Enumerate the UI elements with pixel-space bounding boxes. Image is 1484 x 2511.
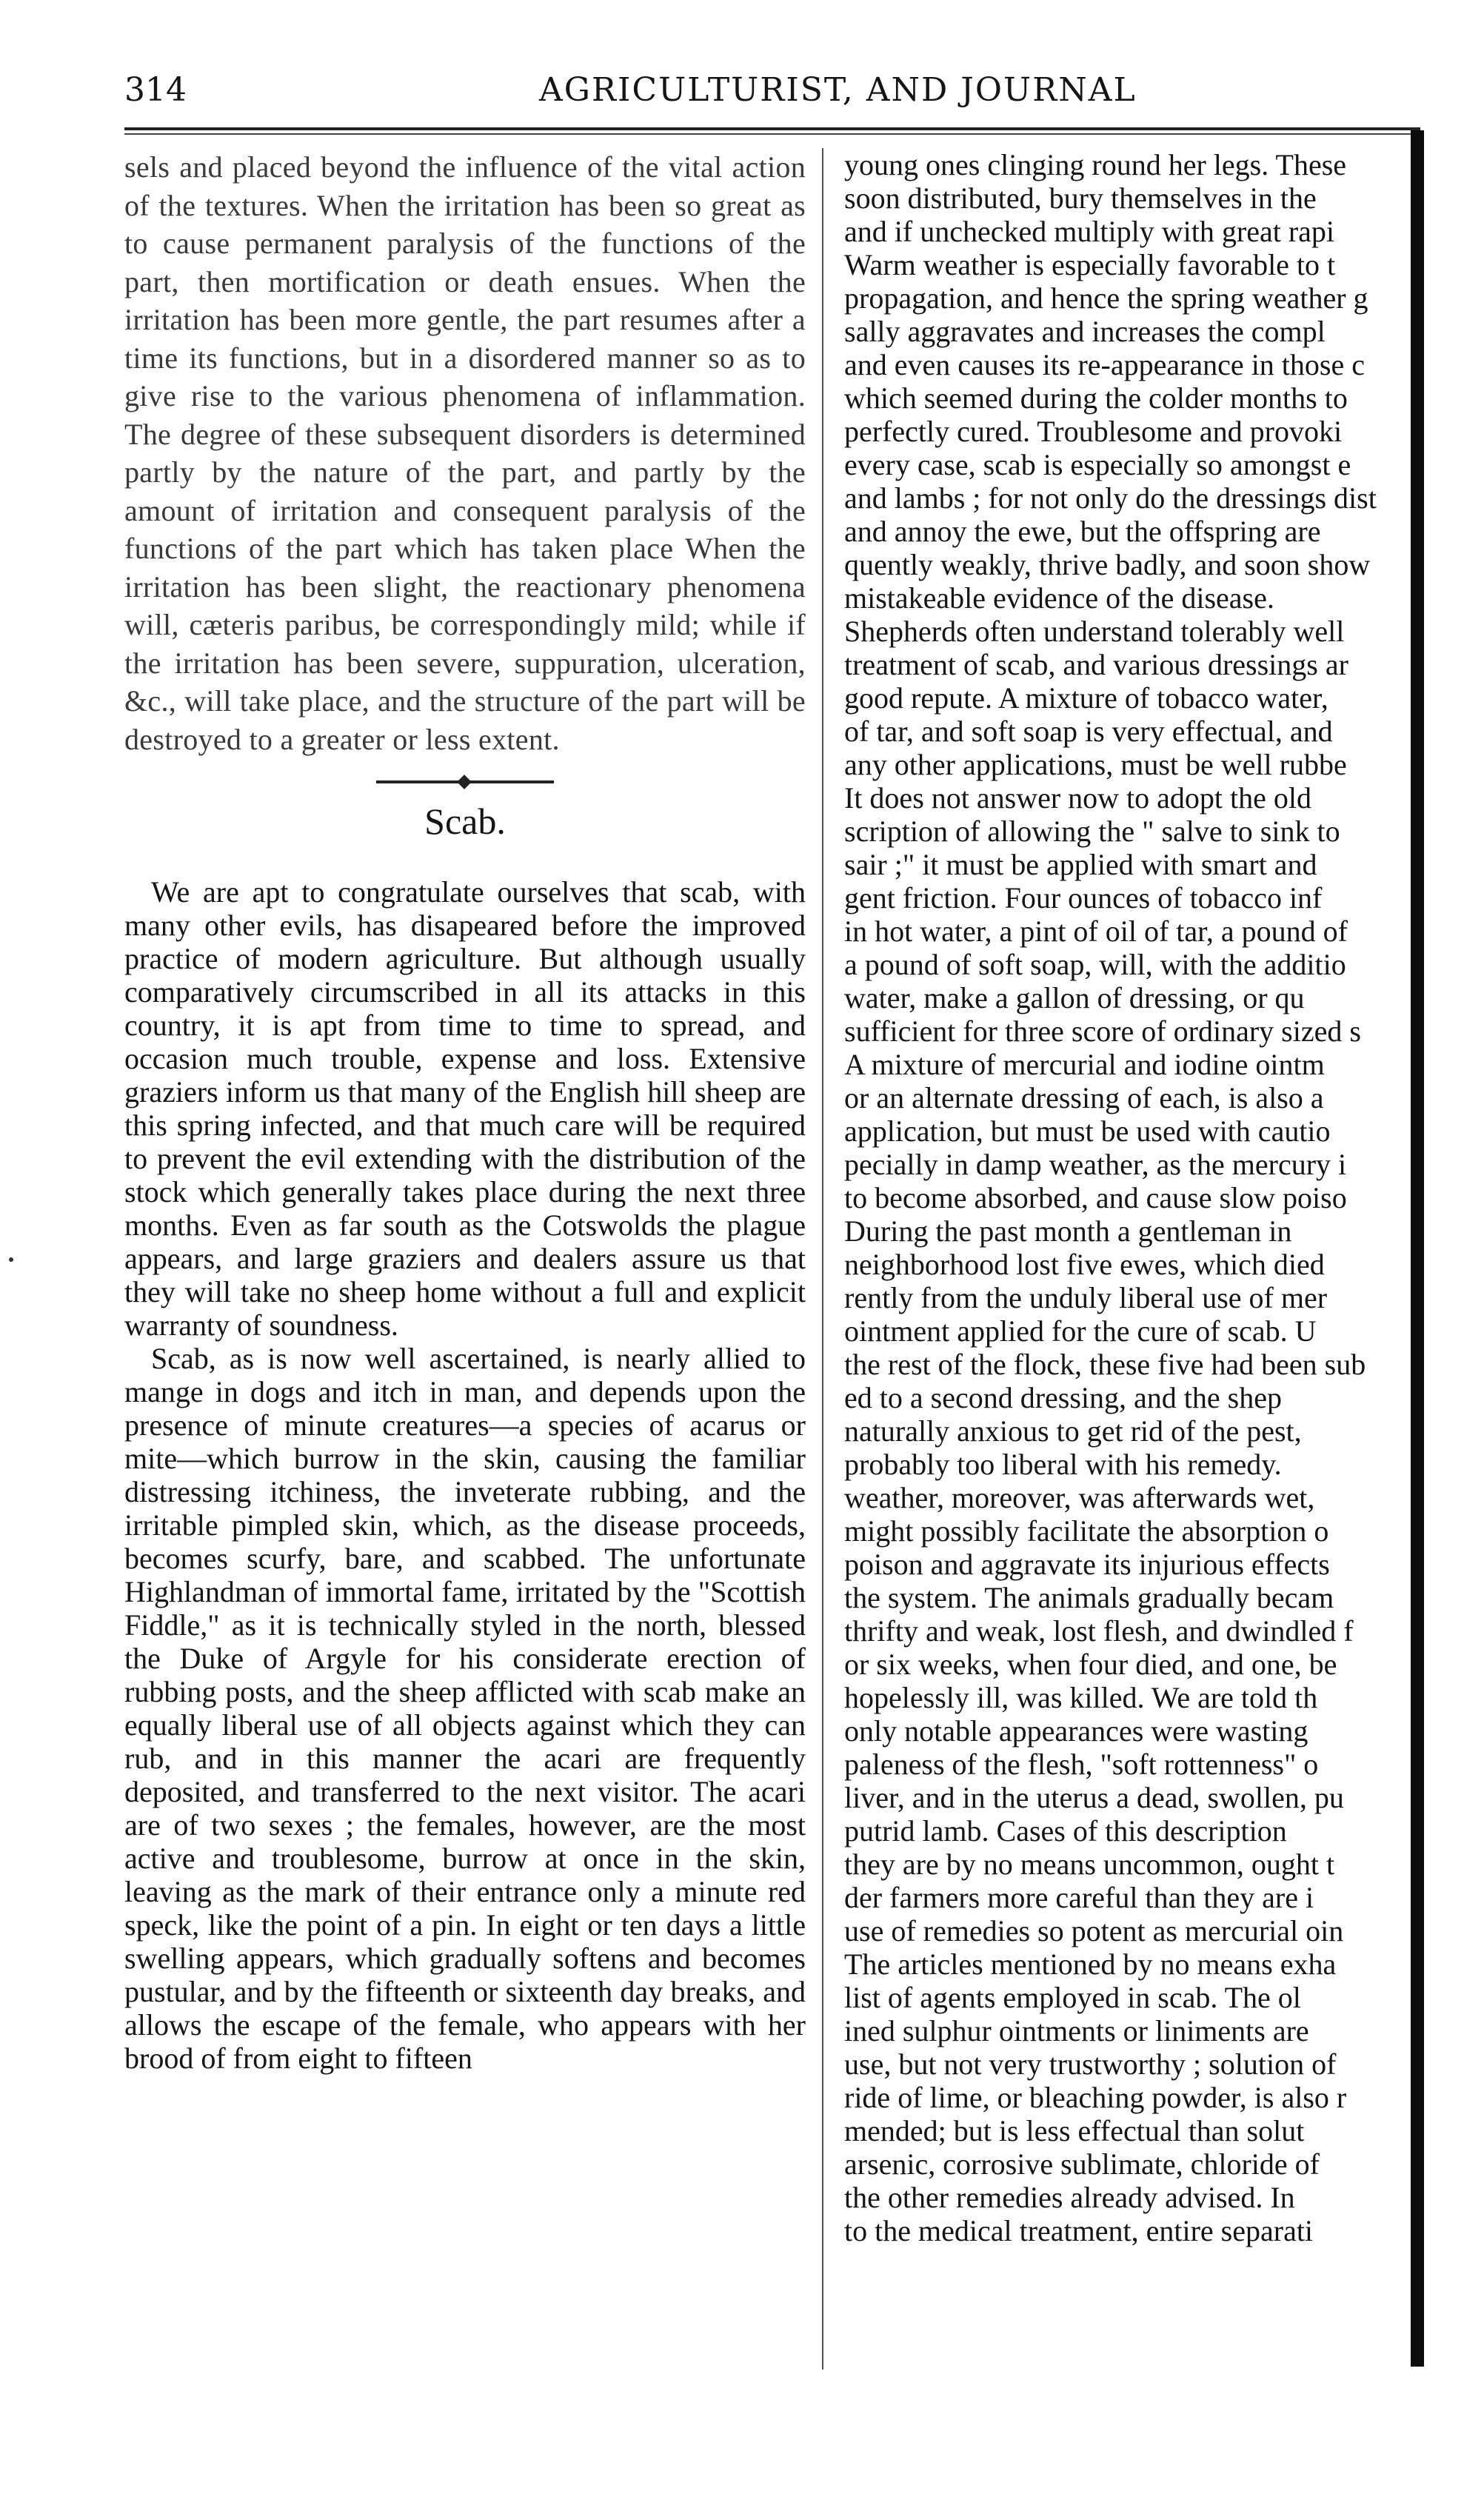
scab-paragraph-2: Scab, as is now well ascertained, is nearly allied to mange in dogs and itch in man, and depends upon the presence of minute creatures—a species of acarus or mite—which burrow in the skin, causing the familiar distressing itchiness, the inveterate rubbing, and the irritable pimpled skin, which, as the disease proceeds, becomes scurfy, bare, and scabbed. The unfortunate Highlandman of immortal fame, irritated by the "Scottish Fiddle," as it is technically styled in the north, blessed the Duke of Argyle for his considerate erection of rubbing posts, and the sheep afflicted with scab make an equally liberal use of all objects against which they can rub, and in this manner the acari are frequently deposited, and transferred to the next visitor. The acari are of two sexes ; the females, however, are the most active and troublesome, burrow at once in the skin, leaving as the mark of their entrance only a minute red speck, like the point of a pin. In eight or ten days a little swelling appears, which gradually softens and becomes pustular, and by the fifteenth or sixteenth day breaks, and allows the escape of the female, who appears with her brood of from eight to fifteen [124, 1342, 806, 2075]
right-column-line: and even causes its re-appearance in those c [844, 348, 1365, 381]
right-column-line: putrid lamb. Cases of this description [844, 1814, 1287, 1848]
right-column-line: of tar, and soft soap is very effectual, and [844, 715, 1333, 748]
right-column-line: scription of allowing the " salve to sink to [844, 815, 1340, 848]
right-column-line: only notable appearances were wasting [844, 1714, 1308, 1748]
right-column-line: to become absorbed, and cause slow poiso [844, 1181, 1347, 1214]
right-column-line: der farmers more careful than they are i [844, 1881, 1314, 1914]
page-edge-shadow [1411, 130, 1424, 2367]
right-column-line: During the past month a gentleman in [844, 1214, 1292, 1248]
running-head: AGRICULTURIST, AND JOURNAL [539, 71, 1137, 109]
right-column-line: or six weeks, when four died, and one, be [844, 1648, 1337, 1681]
right-column-line: use, but not very trustworthy ; solution of [844, 2047, 1337, 2081]
right-column-line: perfectly cured. Troublesome and provoki [844, 415, 1343, 448]
right-column-line: mended; but is less effectual than solut [844, 2114, 1305, 2147]
right-column-line: mistakeable evidence of the disease. [844, 581, 1274, 615]
right-column-line: poison and aggravate its injurious effects [844, 1548, 1330, 1581]
right-column-line: good repute. A mixture of tobacco water, [844, 681, 1328, 715]
continued-paragraph: sels and placed beyond the influence of the vital action of the textures. When the irritation has been so great as to cause permanent paralysis of the functions of the part, then mortification or death ensues. When the irritation has been more gentle, the part resumes after a time its functions, but in a disordered manner so as to give rise to the various phenomena of inflammation. The degree of these subsequent disorders is determined partly by the nature of the part, and partly by the amount of irritation and consequent paralysis of the functions of the part which has taken place When the irritation has been slight, the reactionary phenomena will, cæteris paribus, be correspondingly mild; while if the irritation has been severe, suppuration, ulceration, &c., will take place, and the structure of the part will be destroyed to a greater or less extent. [124, 150, 806, 756]
right-column-line: naturally anxious to get rid of the pest, [844, 1414, 1302, 1448]
right-column-line: liver, and in the uterus a dead, swollen, pu [844, 1781, 1344, 1814]
right-column-line: any other applications, must be well rubbe [844, 748, 1347, 781]
right-column-line: which seemed during the colder months to [844, 381, 1348, 415]
page-number: 314 [124, 71, 187, 109]
right-column-line: neighborhood lost five ewes, which died [844, 1248, 1325, 1281]
section-divider-ornament [376, 780, 554, 783]
right-column-line: sufficient for three score of ordinary sized s [844, 1014, 1361, 1048]
right-column-line: list of agents employed in scab. The ol [844, 1981, 1301, 2014]
right-column-line: might possibly facilitate the absorption o [844, 1514, 1329, 1548]
right-column-line: treatment of scab, and various dressings ar [844, 648, 1348, 681]
left-column [124, 148, 806, 2075]
right-column-line: pecially in damp weather, as the mercury i [844, 1148, 1347, 1181]
right-column-line: and if unchecked multiply with great rapi [844, 215, 1335, 248]
right-column-line: probably too liberal with his remedy. [844, 1448, 1282, 1481]
right-column-line: quently weakly, thrive badly, and soon show [844, 548, 1371, 581]
right-column-line: ined sulphur ointments or liniments are [844, 2014, 1309, 2047]
right-column-line: every case, scab is especially so amongst e [844, 448, 1351, 481]
right-column-line: A mixture of mercurial and iodine ointm [844, 1048, 1325, 1081]
right-column-line: sally aggravates and increases the compl [844, 315, 1326, 348]
right-column-line: and annoy the ewe, but the offspring are [844, 515, 1321, 548]
right-column-line: thrifty and weak, lost flesh, and dwindled f [844, 1614, 1354, 1648]
right-column-line: weather, moreover, was afterwards wet, [844, 1481, 1315, 1514]
right-column-line: a pound of soft soap, will, with the additio [844, 948, 1346, 981]
right-column-line: paleness of the flesh, "soft rottenness" o [844, 1748, 1319, 1781]
right-column-line: or an alternate dressing of each, is also a [844, 1081, 1324, 1114]
right-column-line: the system. The animals gradually becam [844, 1581, 1334, 1614]
right-column-line: the rest of the flock, these five had been sub [844, 1348, 1366, 1381]
right-column-line: The articles mentioned by no means exha [844, 1947, 1337, 1981]
right-column-line: ride of lime, or bleaching powder, is also r [844, 2081, 1347, 2114]
right-column-line: Warm weather is especially favorable to t [844, 248, 1336, 281]
right-column-line: application, but must be used with cautio [844, 1114, 1331, 1148]
right-column-line: Shepherds often understand tolerably well [844, 615, 1345, 648]
right-column-line: arsenic, corrosive sublimate, chloride of [844, 2147, 1320, 2181]
right-column-line: and lambs ; for not only do the dressings dist [844, 481, 1377, 515]
column-divider [822, 148, 823, 2370]
right-column-line: the other remedies already advised. In [844, 2181, 1295, 2214]
page-header [124, 65, 1398, 124]
right-column-line: propagation, and hence the spring weather g [844, 281, 1368, 315]
right-column-line: they are by no means uncommon, ought t [844, 1848, 1335, 1881]
section-heading: Scab. [424, 800, 506, 842]
right-column-line: rently from the unduly liberal use of mer [844, 1281, 1328, 1314]
header-rule [124, 127, 1420, 130]
right-column-line: sair ;" it must be applied with smart and [844, 848, 1317, 881]
scab-paragraph-1: We are apt to congratulate ourselves that scab, with many other evils, has disapeared before the improved practice of modern agriculture. But although usually comparatively circumscribed in all its attacks in this country, it is apt from time to time to spread, and occasion much trouble, expense and loss. Extensive graziers inform us that many of the English hill sheep are this spring infected, and that much care will be required to prevent the evil extending with the distribution of the stock which generally takes place during the next three months. Even as far south as the Cotswolds the plague appears, and large graziers and dealers assure us that they will take no sheep home without a full and explicit warranty of soundness. [124, 875, 806, 1342]
right-column-line: hopelessly ill, was killed. We are told th [844, 1681, 1318, 1714]
stray-ink-mark [9, 1257, 13, 1262]
right-column-line: to the medical treatment, entire separati [844, 2214, 1314, 2247]
right-column-line: It does not answer now to adopt the old [844, 781, 1311, 815]
right-column-line: young ones clinging round her legs. These [844, 148, 1347, 181]
right-column [844, 148, 1407, 2384]
right-column-line: gent friction. Four ounces of tobacco inf [844, 881, 1323, 915]
right-column-line: ed to a second dressing, and the shep [844, 1381, 1282, 1414]
right-column-line: soon distributed, bury themselves in the [844, 181, 1317, 215]
right-column-line: water, make a gallon of dressing, or qu [844, 981, 1305, 1014]
right-column-line: ointment applied for the cure of scab. U [844, 1314, 1317, 1348]
right-column-line: use of remedies so potent as mercurial oin [844, 1914, 1344, 1947]
header-rule-thin [124, 133, 1420, 135]
right-column-line: in hot water, a pint of oil of tar, a pound of [844, 915, 1348, 948]
